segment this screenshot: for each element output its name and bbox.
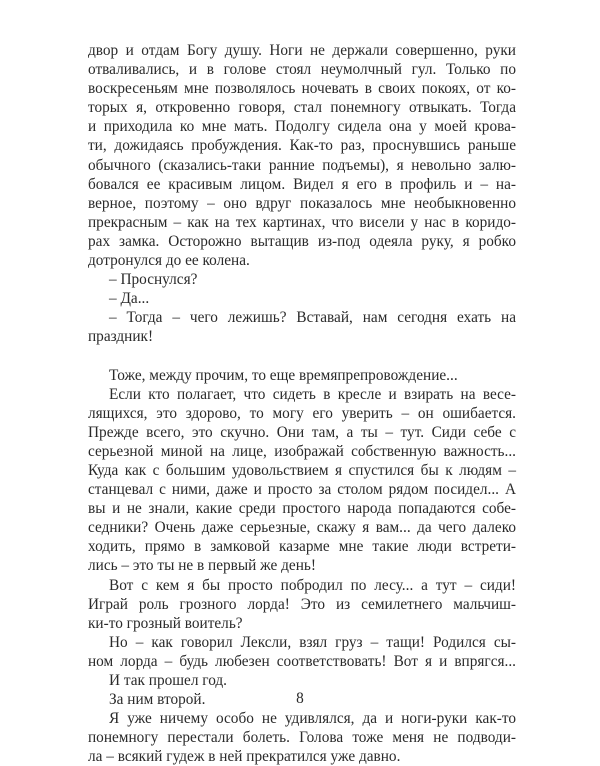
text-line: ходить, прямо в замковой казарме мне такие люди встрети-	[88, 537, 516, 556]
text-line: ти, дожидаясь пробуждения. Как-то раз, проснувшись раньше	[88, 136, 516, 155]
text-line: И так прошел год.	[88, 671, 516, 690]
paragraph-mother	[88, 41, 516, 270]
dialogue	[88, 270, 516, 346]
text-line: вы и не знали, какие среди простого народа попадаются собе-	[88, 499, 516, 518]
dialogue-line: – Да...	[88, 289, 516, 308]
text-line: Прежде всего, это скучно. Они там, а ты – тут. Сиди себе с	[88, 423, 516, 442]
text-line: Но – как говорил Лексли, взял груз – тащи! Родился сы-	[88, 633, 516, 652]
text-line: верное, поэтому – оно вдруг показалось мне необыкновенно	[88, 194, 516, 213]
text-line: дотронулся до ее колена.	[88, 251, 516, 270]
text-line: лящихся, это здорово, то могу его уверить – он ошибается.	[88, 404, 516, 423]
text-line: обычного (сказались-таки ранние подъемы), я невольно залю-	[88, 156, 516, 175]
book-page	[88, 41, 516, 766]
text-line: торых я, откровенно говоря, стал понемногу отвыкать. Тогда	[88, 98, 516, 117]
text-line: лись – это ты не в первый же день!	[88, 556, 516, 575]
text-line: седники? Очень даже серьезные, скажу я вам... да чего далеко	[88, 518, 516, 537]
section-break	[88, 347, 516, 366]
text-line: Куда как с большим удовольствием я спустился бы к людям –	[88, 461, 516, 480]
text-line: Я уже ничему особо не удивлялся, да и ноги-руки как-то	[88, 709, 516, 728]
text-line: станцевал с ними, даже и просто за столом рядом посидел... А	[88, 480, 516, 499]
text-line: ном лорда – будь любезен соответствовать! Вот я и впрягся...	[88, 652, 516, 671]
text-line: отваливались, и в голове стоял неумолчный гул. Только по	[88, 60, 516, 79]
text-line: За ним второй.	[88, 690, 516, 709]
dialogue-line: праздник!	[88, 327, 516, 346]
text-line: Если кто полагает, что сидеть в кресле и взирать на весе-	[88, 385, 516, 404]
text-line: воскресеньям мне позволялось ночевать в своих покоях, от ко-	[88, 79, 516, 98]
text-line: ла – всякий гудеж в ней прекратился уже давно.	[88, 747, 516, 766]
dialogue-line: – Тогда – чего лежишь? Вставай, нам сегодня ехать на	[88, 308, 516, 327]
text-line: Играй роль грозного лорда! Это из семилетнего мальчиш-	[88, 595, 516, 614]
text-line: понемногу перестали болеть. Голова тоже меня не подводи-	[88, 728, 516, 747]
text-line: двор и отдам Богу душу. Ноги не держали совершенно, руки	[88, 41, 516, 60]
text-line: рах замка. Осторожно вытащив из-под одеяла руку, я робко	[88, 232, 516, 251]
dialogue-line: – Проснулся?	[88, 270, 516, 289]
text-line: Вот с кем я бы просто побродил по лесу... а тут – сиди!	[88, 576, 516, 595]
text-line: ки-то грозный воитель?	[88, 614, 516, 633]
text-line: прекрасным – как на тех картинах, что висели у нас в коридо-	[88, 213, 516, 232]
text-line: и приходила ко мне мать. Подолгу сидела она у моей крова-	[88, 117, 516, 136]
text-line: серьезной миной на лице, изображай собственную важность...	[88, 442, 516, 461]
text-line: Тоже, между прочим, то еще времяпрепровождение...	[88, 366, 516, 385]
text-line: бовался ее красивым лицом. Видел я его в профиль и – на-	[88, 175, 516, 194]
page-number: 8	[0, 689, 600, 708]
